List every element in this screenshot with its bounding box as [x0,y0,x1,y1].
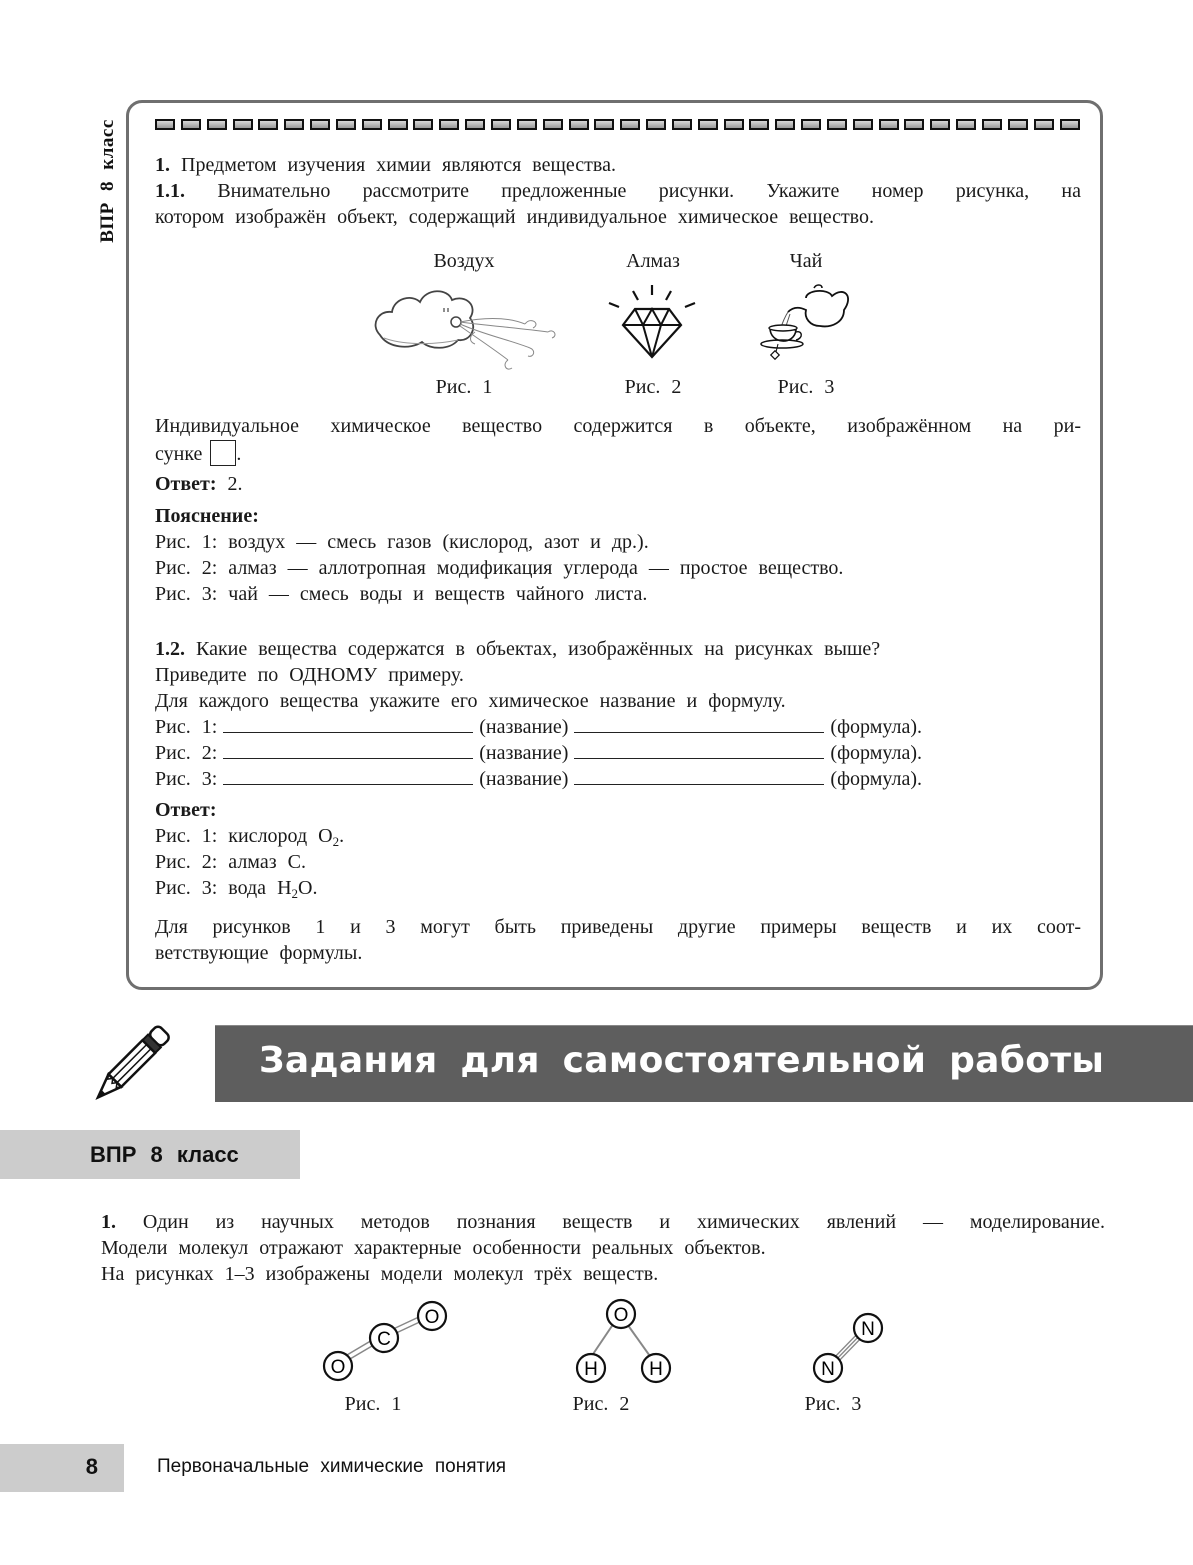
exercise-line2: Модели молекул отражают характерные особенности реальных объектов. [101,1237,766,1259]
answer-value: 2. [227,473,243,495]
statement-text: сунке [155,443,203,465]
exercise-text: Один из научных методов познания веществ и химических явлений — моделирование. [142,1211,1106,1233]
dash-segment [801,119,821,130]
task-text: Какие вещества содержатся в объектах, изображённых на рисунках выше? [196,638,881,660]
svg-text:C: C [377,1329,391,1350]
molecule-co2 [318,1296,453,1386]
task-1-2-line3: Для каждого вещества укажите его химическое название и формулу. [155,690,786,712]
atom [814,1354,842,1382]
molecule-caption: Рис. 1 [344,1393,402,1415]
side-tab-label: ВПР 8 класс [97,119,118,243]
dash-segment [594,119,614,130]
exercise-line3: На рисунках 1–3 изображены модели молекул трёх веществ. [101,1263,659,1285]
note-line1: Для рисунков 1 и 3 могут быть приведены другие примеры веществ и их соот- [155,916,1081,938]
task-1-2-line1 [155,636,880,662]
figure-title: Воздух [433,250,495,272]
answer2-row [155,875,317,901]
task-text: Внимательно рассмотрите предложенные рисунки. Укажите номер рисунка, на [217,180,1081,202]
side-tab [93,106,123,256]
section-label [0,1130,300,1179]
explanation-line: Рис. 1: воздух — смесь газов (кислород, азот и др.). [155,531,649,553]
fill-row [155,714,922,740]
task-number: 1. [155,154,170,176]
dash-segment [233,119,253,130]
dash-segment [930,119,950,130]
atom [370,1324,398,1352]
dash-segment [388,119,408,130]
substance-name: вода [228,877,267,899]
dash-segment [569,119,589,130]
svg-text:O: O [424,1307,440,1328]
pencil-icon [86,1022,172,1108]
banner-title: Задания для самостоятельной работы [259,1040,1105,1081]
answer-row [155,471,243,497]
fill-row-label: Рис. 3: [155,768,218,790]
molecule-h2o [560,1296,690,1386]
figure-title: Чай [789,250,823,272]
svg-text:N: N [821,1359,835,1380]
dash-segment [1034,119,1054,130]
task-number: 1.1. [155,180,185,202]
dash-segment [672,119,692,130]
answer2-row [155,849,306,875]
dash-segment [620,119,640,130]
molecule-caption: Рис. 2 [572,1393,630,1415]
formula: $H_2O$. [277,877,318,901]
formula-hint: (формула). [830,768,923,790]
note-line2: ветствующие формулы. [155,942,363,964]
dash-segment [362,119,382,130]
figure-caption: Рис. 3 [777,376,835,398]
dash-segment [310,119,330,130]
answer2-row-label: Рис. 3: [155,877,218,899]
figure-title: Алмаз [626,250,680,272]
fill-row-label: Рис. 2: [155,742,218,764]
dash-segment [749,119,769,130]
dash-segment [155,119,175,130]
atom [324,1352,352,1380]
dash-segment [956,119,976,130]
task-intro-text: Предметом изучения химии являются вещества. [181,154,616,176]
name-hint: (название) [479,742,569,764]
name-blank[interactable] [223,767,473,785]
explanation-line: Рис. 2: алмаз — аллотропная модификация углерода — простое вещество. [155,557,844,579]
svg-text:H: H [584,1359,598,1380]
section-label-text: ВПР 8 класс [90,1142,239,1167]
dash-segment [284,119,304,130]
formula-blank[interactable] [574,767,824,785]
task-1-1-line1 [155,178,1081,204]
dash-segment [1060,119,1080,130]
task-intro [155,152,616,178]
exercise-line1 [101,1209,1105,1235]
page-number: 8 [85,1454,98,1479]
answer-input-box[interactable] [210,440,236,466]
dash-segment [207,119,227,130]
dash-segment [258,119,278,130]
dash-segment [517,119,537,130]
figure-caption: Рис. 2 [624,376,682,398]
statement-line1: Индивидуальное химическое вещество содержится в объекте, изображённом на ри- [155,415,1081,437]
answer2-row-label: Рис. 1: [155,825,218,847]
name-blank[interactable] [223,741,473,759]
svg-text:N: N [861,1319,875,1340]
atom [577,1354,605,1382]
substance-name: алмаз [228,851,277,873]
dash-segment [853,119,873,130]
diamond-icon [605,283,700,363]
statement-line2 [155,440,241,467]
page-number-box [0,1444,124,1492]
dash-segment [879,119,899,130]
section-banner [215,1025,1193,1102]
molecule-caption: Рис. 3 [804,1393,862,1415]
cloud-blowing-wind-icon [370,280,560,375]
dash-segment [465,119,485,130]
atom [642,1354,670,1382]
dash-segment [904,119,924,130]
dash-segment [724,119,744,130]
atom [418,1302,446,1330]
fill-row [155,766,922,792]
dash-segment [181,119,201,130]
task-1-2-line2: Приведите по ОДНОМУ примеру. [155,664,464,686]
answer2-label: Ответ: [155,799,217,821]
answer2-row [155,823,344,849]
name-hint: (название) [479,768,569,790]
svg-text:H: H [649,1359,663,1380]
teapot-and-cup-icon [758,282,858,362]
svg-text:O: O [330,1357,346,1378]
explanation-label: Пояснение: [155,505,259,527]
dash-segment [646,119,666,130]
formula: C. [287,851,306,873]
formula-hint: (формула). [830,716,923,738]
dash-segment [1008,119,1028,130]
formula-hint: (формула). [830,742,923,764]
dash-segment [982,119,1002,130]
task-1-1-line2: котором изображён объект, содержащий индивидуальное химическое вещество. [155,206,874,228]
svg-text:O: O [613,1305,629,1326]
chapter-title: Первоначальные химические понятия [157,1456,507,1477]
fill-row [155,740,922,766]
explanation-line: Рис. 3: чай — смесь воды и веществ чайного листа. [155,583,648,605]
fill-row-label: Рис. 1: [155,716,218,738]
atom [607,1300,635,1328]
atom [854,1314,882,1342]
substance-name: кислород [228,825,308,847]
dash-segment [413,119,433,130]
dash-segment [439,119,459,130]
dash-segment [336,119,356,130]
dash-segment [698,119,718,130]
task-number: 1.2. [155,638,185,660]
formula-blank[interactable] [574,741,824,759]
name-blank[interactable] [223,715,473,733]
figure-caption: Рис. 1 [435,376,493,398]
dash-segment [827,119,847,130]
molecule-n2 [800,1306,890,1386]
answer2-row-label: Рис. 2: [155,851,218,873]
statement-period: . [236,443,242,465]
dash-segment [775,119,795,130]
dash-segment [491,119,511,130]
dash-segment [543,119,563,130]
answer-label: Ответ: [155,473,217,495]
formula-blank[interactable] [574,715,824,733]
formula: $O_2$. [318,825,345,849]
exercise-number: 1. [101,1211,116,1233]
name-hint: (название) [479,716,569,738]
dashed-decoration [155,119,1080,133]
